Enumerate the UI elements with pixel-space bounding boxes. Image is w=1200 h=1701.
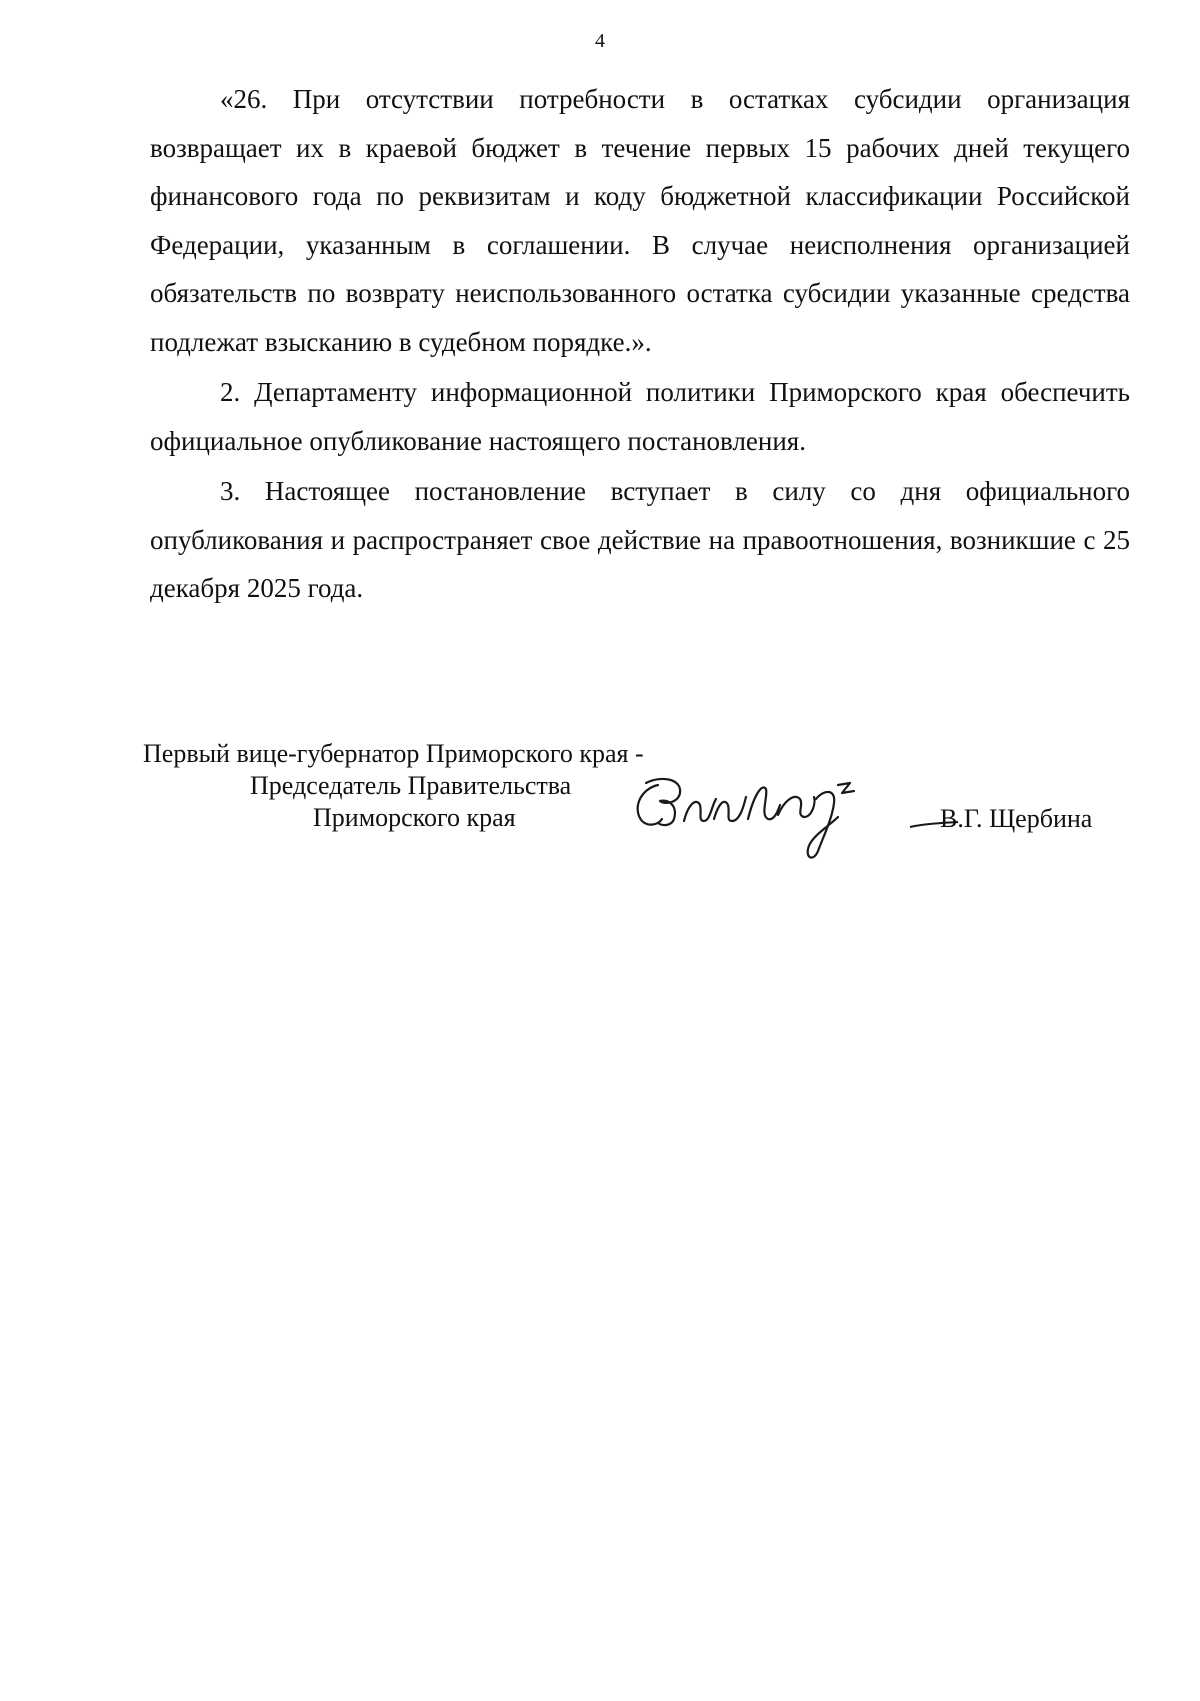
signatory-position [143, 738, 644, 834]
position-line-2: Председатель Правительства [250, 771, 572, 800]
document-body [150, 75, 1130, 615]
paragraph-26: «26. При отсутствии потребности в остатках субсидии организация возвращает их в краевой бюджет в течение первых 15 рабочих дней текущего финансового года по реквизитам и коду бюджетной классификации Российской Федерации, указанным в соглашении. В случае неисполнения организацией обязательств по возврату неиспользованного остатка субсидии указанные средства подлежат взысканию в судебном порядке.». [150, 84, 1130, 357]
position-line-1: Первый вице-губернатор Приморского края - [143, 739, 644, 768]
position-line-3: Приморского края [313, 803, 516, 832]
paragraph-3: 3. Настоящее постановление вступает в силу со дня официального опубликования и распространяет свое действие на правоотношения, возникшие с 25 декабря 2025 года. [150, 476, 1130, 603]
handwritten-signature [628, 775, 888, 865]
page-number: 4 [595, 30, 605, 52]
paragraph-2: 2. Департаменту информационной политики Приморского края обеспечить официальное опубликование настоящего постановления. [150, 377, 1130, 456]
signer-name: В.Г. Щербина [940, 804, 1093, 833]
